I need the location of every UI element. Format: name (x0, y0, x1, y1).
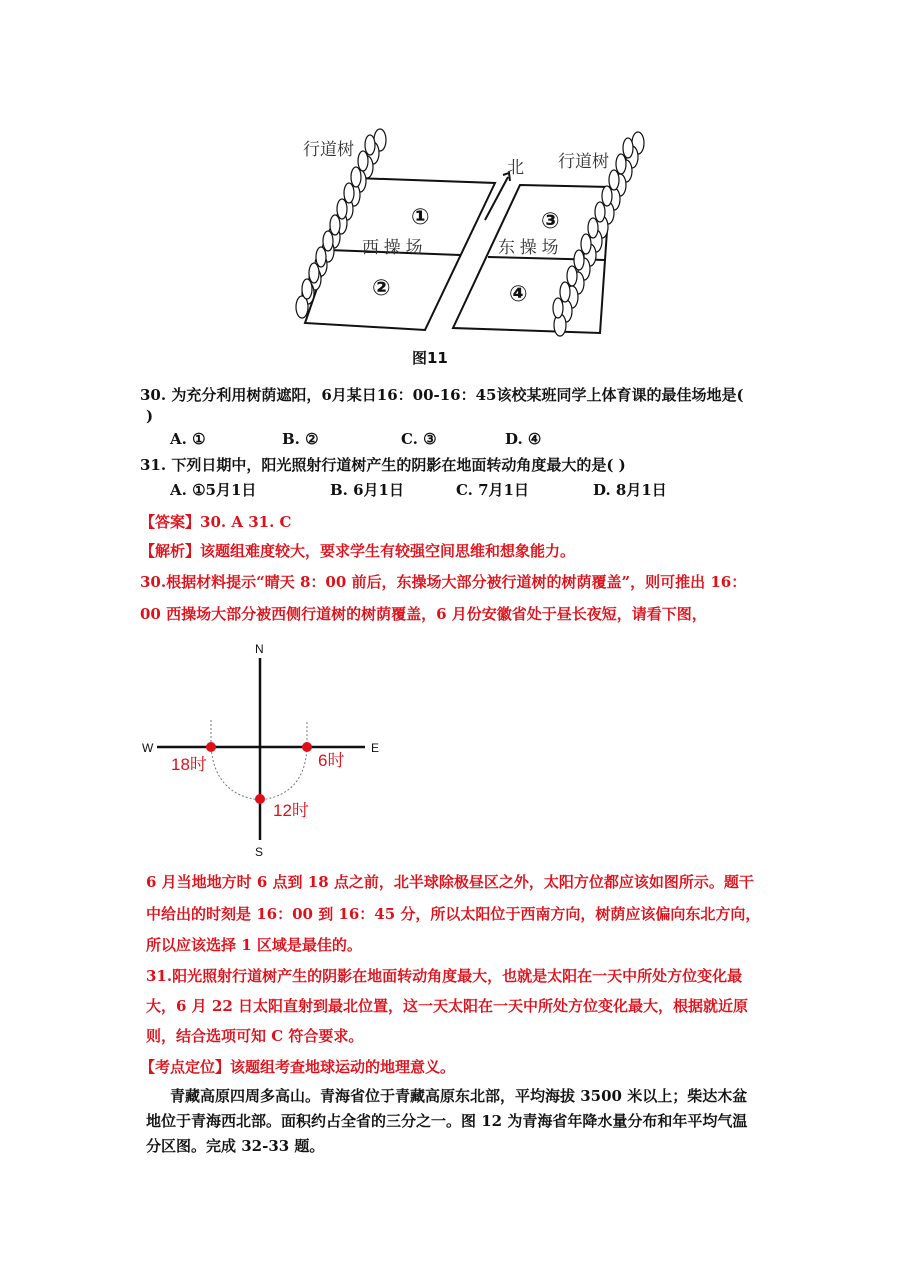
intro-line3: 分区图。完成 32-33 题。 (146, 1137, 325, 1155)
q30-stem-end: ) (146, 407, 154, 425)
label-12h: 12时 (273, 801, 309, 820)
zone-4: ④ (509, 282, 528, 307)
q30-option-c: C. ③ (401, 430, 437, 448)
explain30b-line2: 中给出的时刻是 16：00 到 16：45 分，所以太阳位于西南方向，树荫应该偏向东北方向， (146, 905, 761, 923)
figure-11-diagram (270, 115, 670, 370)
q30-option-a: A. ① (170, 430, 206, 448)
explain31-line1: 31.阳光照射行道树产生的阴影在地面转动角度最大，也就是太阳在一天中所处方位变化最 (146, 967, 743, 985)
sun-azimuth-compass (135, 640, 395, 860)
sun-point-12h (255, 794, 265, 804)
label-18h: 18时 (171, 755, 207, 774)
explain30b-line1: 6 月当地地方时 6 点到 18 点之前，北半球除极昼区之外，太阳方位都应该如图所示。题干 (146, 873, 754, 891)
intro-line2: 地位于青海西北部。面积约占全省的三分之一。图 12 为青海省年降水量分布和年平均气温 (146, 1112, 748, 1130)
analysis-line (140, 541, 575, 561)
label-6h: 6时 (318, 751, 345, 770)
q31-option-d: D. 8月1日 (593, 481, 667, 499)
answer-text: 30. A 31. C (200, 513, 292, 531)
explain30-line2: 00 西操场大部分被西侧行道树的树荫覆盖，6 月份安徽省处于昼长夜短，请看下图， (140, 605, 707, 623)
tree-label-right: 行道树 (558, 152, 609, 171)
explain31-line3: 则，结合选项可知 C 符合要求。 (146, 1027, 364, 1045)
kaodian-line (140, 1057, 455, 1077)
east-field-label: 东 操 场 (498, 238, 559, 257)
zone-1: ① (411, 205, 430, 230)
q30-option-d: D. ④ (505, 430, 542, 448)
explain30-line1: 30.根据材料提示“晴天 8：00 前后，东操场大部分被行道树的树荫覆盖”，则可推出 16： (140, 573, 747, 591)
sun-point-18h (206, 742, 216, 752)
analysis-text: 该题组难度较大，要求学生有较强空间思维和想象能力。 (200, 542, 576, 560)
analysis-tag: 【解析】 (140, 542, 201, 560)
q31-stem: 31. 下列日期中，阳光照射行道树产生的阴影在地面转动角度最大的是( ) (140, 456, 626, 474)
compass-s: S (255, 845, 264, 859)
north-label: 北 (507, 158, 524, 177)
compass-e: E (371, 741, 380, 755)
q31-option-a: A. ①5月1日 (170, 481, 257, 499)
kaodian-tag: 【考点定位】 (140, 1058, 231, 1076)
q31-option-c: C. 7月1日 (456, 481, 529, 499)
sun-point-6h (302, 742, 312, 752)
q31-option-b: B. 6月1日 (330, 481, 404, 499)
west-field-label: 西 操 场 (362, 238, 423, 257)
compass-n: N (255, 642, 264, 656)
explain30b-line3: 所以应该选择 1 区域是最佳的。 (146, 936, 362, 954)
explain31-line2: 大，6 月 22 日太阳直射到最北位置，这一天太阳在一天中所处方位变化最大，根据就近原 (146, 997, 748, 1015)
answer-tag: 【答案】 (140, 513, 201, 531)
zone-2: ② (372, 276, 391, 301)
compass-w: W (142, 741, 154, 755)
zone-3: ③ (541, 209, 560, 234)
q30-stem: 30. 为充分利用树荫遮阳，6月某日16：00-16：45该校某班同学上体育课的最佳场地是( (140, 386, 744, 404)
answer-line (140, 512, 291, 532)
q30-option-b: B. ② (282, 430, 319, 448)
tree-label-left: 行道树 (303, 140, 354, 159)
intro-line1: 青藏高原四周多高山。青海省位于青藏高原东北部，平均海拔 3500 米以上；柴达木盆 (170, 1087, 748, 1105)
kaodian-text: 该题组考查地球运动的地理意义。 (230, 1058, 456, 1076)
figure-11-caption: 图11 (412, 349, 448, 367)
